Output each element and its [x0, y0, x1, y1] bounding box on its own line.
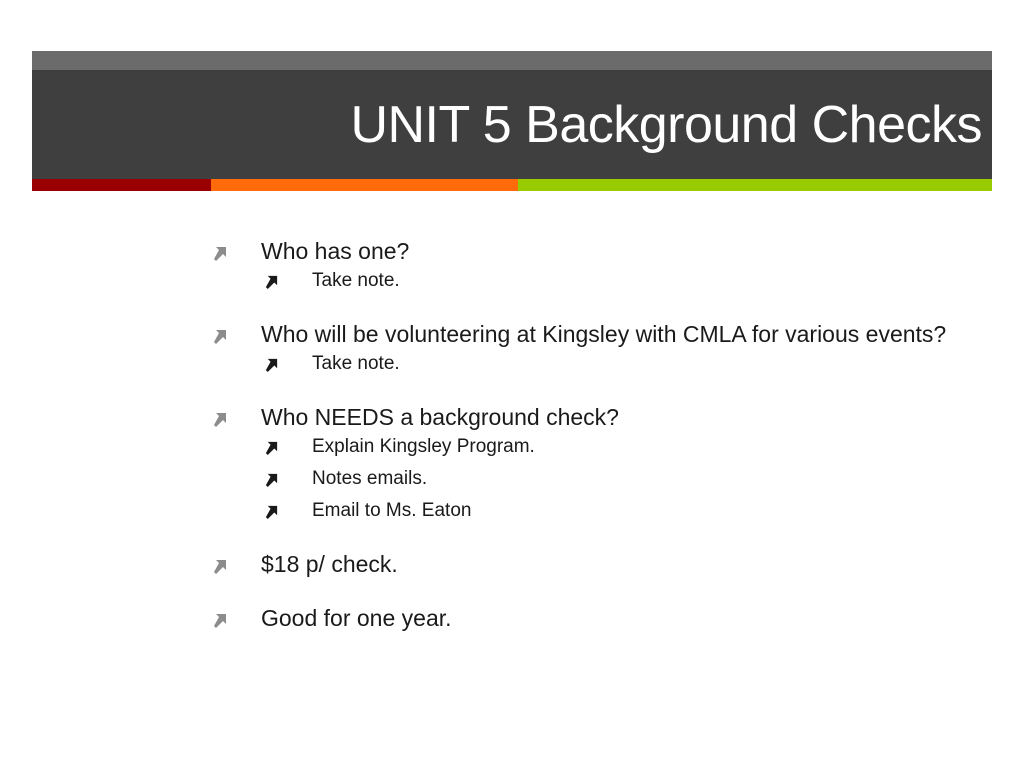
title-bar-top-band — [32, 51, 992, 70]
bullet-text: Who NEEDS a background check? — [261, 404, 619, 430]
sub-bullet-text: Notes emails. — [312, 468, 428, 489]
bullet-text: Good for one year. — [261, 605, 452, 631]
sub-bullet-text: Email to Ms. Eaton — [312, 500, 472, 521]
accent-green-segment — [518, 179, 992, 191]
sub-bullet-item — [212, 499, 952, 523]
bullet-item — [212, 551, 952, 577]
accent-orange-segment — [211, 179, 518, 191]
arrow-up-right-icon — [264, 440, 279, 455]
bullet-item — [212, 605, 952, 631]
bullet-item — [212, 404, 952, 430]
sub-bullet-text: Explain Kingsley Program. — [312, 436, 535, 457]
arrow-up-right-icon — [212, 411, 228, 427]
bullet-text: $18 p/ check. — [261, 551, 398, 577]
arrow-up-right-icon — [264, 357, 279, 372]
arrow-up-right-icon — [212, 612, 228, 628]
arrow-up-right-icon — [264, 504, 279, 519]
sub-bullet-item — [212, 467, 952, 491]
arrow-up-right-icon — [212, 558, 228, 574]
title-bar — [32, 51, 992, 179]
sub-bullet-item — [212, 269, 952, 293]
bullet-list — [212, 238, 952, 631]
bullet-item — [212, 321, 952, 347]
arrow-up-right-icon — [212, 245, 228, 261]
sub-bullet-item — [212, 352, 952, 376]
sub-bullet-item — [212, 435, 952, 459]
arrow-up-right-icon — [264, 472, 279, 487]
slide-title: UNIT 5 Background Checks — [350, 96, 982, 154]
bullet-text: Who will be volunteering at Kingsley with CMLA for various events? — [261, 321, 947, 347]
bullet-item — [212, 238, 952, 264]
bullet-text: Who has one? — [261, 238, 410, 264]
arrow-up-right-icon — [264, 274, 279, 289]
arrow-up-right-icon — [212, 328, 228, 344]
sub-bullet-text: Take note. — [312, 353, 400, 374]
sub-bullet-text: Take note. — [312, 270, 400, 291]
accent-red-segment — [32, 179, 211, 191]
accent-strip — [32, 179, 992, 191]
